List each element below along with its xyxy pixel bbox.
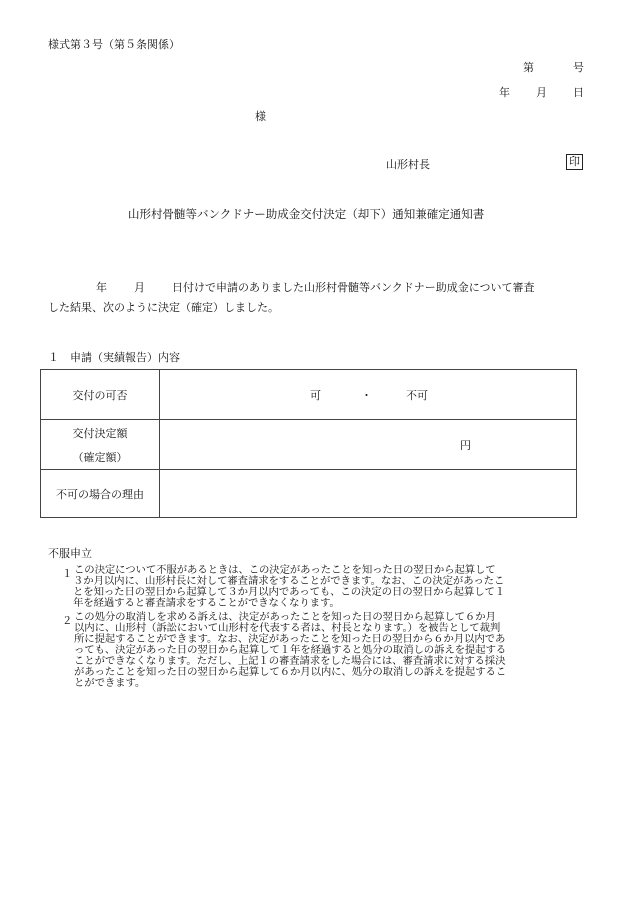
issuer-name: 山形村長 [386,158,430,171]
appeal-item-2-line: があったことを知った日の翌日から起算して６か月以内に、処分の取消しの訴えを提起するこ [74,666,507,678]
option-approve: 可 [310,389,321,402]
appeal-item-1-line: 年を経過すると審査請求をすることができなくなります。 [73,597,340,609]
option-reject: 不可 [406,389,428,402]
appeal-item-2-line: ことができなくなります。ただし、上記１の審査請求をした場合には、審査請求に対する採決 [74,655,506,667]
appeal-item-2-line: 以内に、山形村（訴訟において山形村を代表する者は、村長となります。）を被告として裁判 [74,622,501,634]
appeal-item-2 [62,612,584,689]
appeal-item-2-line: とができます。 [74,677,146,689]
appeal-item-2-number: ２ [62,615,73,627]
doc-number-dai: 第 [523,61,534,74]
appeal-item-1-line: ３か月以内に、山形村長に対して審査請求をすることができます。なお、この決定があったこ [73,575,505,587]
value-reason [160,470,577,518]
section-heading: １ 申請（実績報告）内容 [48,351,180,364]
label-amount [41,420,160,470]
appeal-heading: 不服申立 [48,547,92,560]
value-amount [160,420,577,470]
appeal-item-1 [62,565,584,609]
appeal-item-1-number: １ [62,568,73,580]
body-text-line1: 日付けで申請のありました山形村骨髄等バンクドナー助成金について審査 [172,281,535,294]
recipient-suffix: 様 [255,110,266,123]
document-title: 山形村骨髄等バンクドナー助成金交付決定（却下）通知兼確定通知書 [128,207,485,221]
body-text-line2: した結果、次のように決定（確定）しました。 [48,301,279,314]
body-year: 年 [96,281,107,294]
date-year: 年 [499,86,510,99]
value-approval [160,370,577,420]
appeal-item-2-line: 所に提起することができます。なお、決定があったことを知った日の翌日から６か月以内であ [74,633,506,645]
seal-mark: 印 [566,154,583,170]
appeal-item-2-line: っても、決定があった日の翌日から起算して１年を経過すると処分の取消しの訴えを提起する [74,644,507,656]
date-day: 日 [573,86,584,99]
label-amount-line1: 交付決定額 [72,426,128,440]
application-table [40,369,577,518]
appeal-item-1-line: とを知った日の翌日から起算して３か月以内であっても、この決定の日の翌日から起算して１ [73,586,506,598]
doc-number-go: 号 [573,61,584,74]
date-month: 月 [536,86,547,99]
body-month: 月 [134,281,145,294]
label-reason: 不可の場合の理由 [41,470,160,518]
label-approval: 交付の可否 [41,370,160,420]
option-separator: ・ [361,389,372,402]
form-number: 様式第３号（第５条関係） [48,38,180,51]
appeal-item-1-line: この決定について不服があるときは、この決定があったことを知った日の翌日から起算して [74,564,496,576]
label-amount-line2: （確定額） [72,450,128,464]
appeal-item-2-line: この処分の取消しを求める訴えは、決定があったことを知った日の翌日から起算して６か月 [74,611,496,623]
yen-unit: 円 [460,439,471,452]
